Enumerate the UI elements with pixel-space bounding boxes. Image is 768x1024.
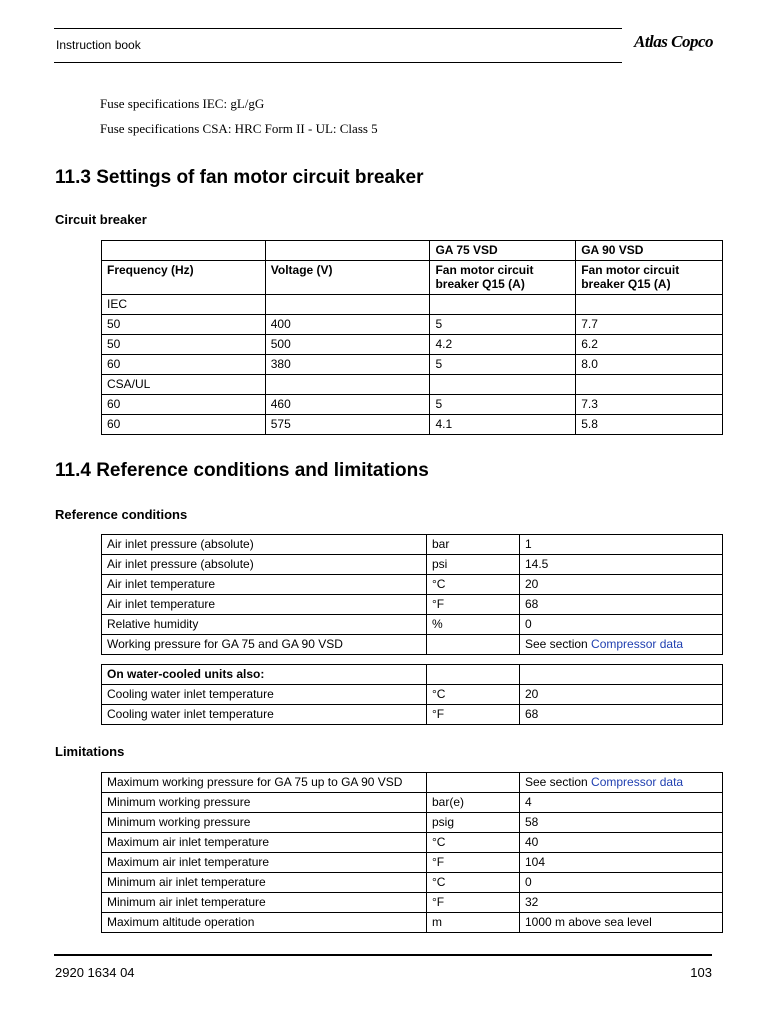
value-cell: See section Compressor data — [520, 773, 723, 793]
table-cell: 500 — [265, 335, 430, 355]
compressor-data-link[interactable]: Compressor data — [591, 637, 684, 651]
reference-conditions-subheading: Reference conditions — [55, 507, 188, 522]
table-row — [102, 813, 723, 833]
value-cell: 20 — [520, 685, 723, 705]
parameter-cell: Minimum working pressure — [102, 793, 427, 813]
parameter-cell: Air inlet pressure (absolute) — [102, 555, 427, 575]
table-cell: 4.1 — [430, 415, 576, 435]
table-cell — [576, 295, 723, 315]
parameter-cell: Air inlet temperature — [102, 575, 427, 595]
compressor-data-link[interactable]: Compressor data — [591, 775, 684, 789]
circuit-breaker-table — [101, 240, 723, 435]
table-row — [102, 893, 723, 913]
table-row — [102, 555, 723, 575]
table-cell: 5 — [430, 355, 576, 375]
table-row — [102, 793, 723, 813]
table-row — [102, 535, 723, 555]
table-row — [102, 315, 723, 335]
unit-cell — [427, 665, 520, 685]
table-cell: CSA/UL — [102, 375, 266, 395]
table-row — [102, 375, 723, 395]
page-number: 103 — [690, 965, 712, 980]
unit-cell: m — [427, 913, 520, 933]
value-cell: See section Compressor data — [520, 635, 723, 655]
parameter-cell: Air inlet temperature — [102, 595, 427, 615]
unit-cell: bar(e) — [427, 793, 520, 813]
value-cell: 40 — [520, 833, 723, 853]
unit-cell: °F — [427, 705, 520, 725]
table-row — [102, 705, 723, 725]
table-cell — [576, 375, 723, 395]
limitations-table — [101, 772, 723, 933]
unit-cell: % — [427, 615, 520, 635]
table-row — [102, 853, 723, 873]
value-cell: 20 — [520, 575, 723, 595]
value-cell: 104 — [520, 853, 723, 873]
parameter-cell: Maximum air inlet temperature — [102, 833, 427, 853]
table-cell: 380 — [265, 355, 430, 375]
table-cell: 5.8 — [576, 415, 723, 435]
table-cell: 575 — [265, 415, 430, 435]
value-cell: 68 — [520, 705, 723, 725]
table-row — [102, 615, 723, 635]
value-cell: 58 — [520, 813, 723, 833]
table-row — [102, 415, 723, 435]
table-header-row — [102, 665, 723, 685]
table-cell: 8.0 — [576, 355, 723, 375]
value-cell: 1 — [520, 535, 723, 555]
table-cell: 6.2 — [576, 335, 723, 355]
table-cell: 4.2 — [430, 335, 576, 355]
table-cell — [265, 375, 430, 395]
value-cell: 0 — [520, 615, 723, 635]
table-header-row — [102, 261, 723, 295]
unit-cell — [427, 773, 520, 793]
parameter-cell: Cooling water inlet temperature — [102, 685, 427, 705]
parameter-cell: Maximum altitude operation — [102, 913, 427, 933]
table-cell: 50 — [102, 335, 266, 355]
footer-rule — [54, 954, 712, 956]
table-row — [102, 773, 723, 793]
table-cell: 60 — [102, 395, 266, 415]
table-cell — [430, 375, 576, 395]
parameter-cell: Relative humidity — [102, 615, 427, 635]
table-row — [102, 833, 723, 853]
table-cell: 5 — [430, 315, 576, 335]
table-row — [102, 395, 723, 415]
section-11-4-heading: 11.4 Reference conditions and limitations — [55, 460, 429, 481]
circuit-breaker-subheading: Circuit breaker — [55, 212, 147, 227]
unit-cell — [427, 635, 520, 655]
table-cell — [265, 295, 430, 315]
header-rule-bottom — [54, 62, 622, 63]
unit-cell: °C — [427, 833, 520, 853]
table-cell: 400 — [265, 315, 430, 335]
header-rule-top — [54, 28, 622, 29]
unit-cell: psig — [427, 813, 520, 833]
parameter-cell: Air inlet pressure (absolute) — [102, 535, 427, 555]
table-row — [102, 595, 723, 615]
fuse-spec-iec: Fuse specifications IEC: gL/gG — [100, 96, 265, 111]
table-cell — [430, 295, 576, 315]
parameter-cell: Minimum air inlet temperature — [102, 893, 427, 913]
table-cell: 60 — [102, 415, 266, 435]
water-cooled-header: On water-cooled units also: — [102, 665, 427, 685]
table-cell: 460 — [265, 395, 430, 415]
unit-cell: °F — [427, 595, 520, 615]
column-header: Fan motor circuit breaker Q15 (A) — [430, 261, 576, 295]
value-cell: 68 — [520, 595, 723, 615]
value-cell: 1000 m above sea level — [520, 913, 723, 933]
table-row — [102, 575, 723, 595]
value-cell — [520, 665, 723, 685]
reference-conditions-table — [101, 534, 723, 655]
unit-cell: °C — [427, 575, 520, 595]
column-header: Voltage (V) — [265, 261, 430, 295]
table-row — [102, 355, 723, 375]
column-group-header: GA 75 VSD — [430, 241, 576, 261]
value-cell: 4 — [520, 793, 723, 813]
parameter-cell: Cooling water inlet temperature — [102, 705, 427, 725]
value-cell: 32 — [520, 893, 723, 913]
header-title: Instruction book — [56, 38, 141, 52]
table-cell: 50 — [102, 315, 266, 335]
parameter-cell: Maximum working pressure for GA 75 up to GA 90 VSD — [102, 773, 427, 793]
value-cell: 0 — [520, 873, 723, 893]
unit-cell: °C — [427, 685, 520, 705]
table-cell: 60 — [102, 355, 266, 375]
parameter-cell: Working pressure for GA 75 and GA 90 VSD — [102, 635, 427, 655]
table-cell: 5 — [430, 395, 576, 415]
column-group-header: GA 90 VSD — [576, 241, 723, 261]
table-cell: 7.7 — [576, 315, 723, 335]
unit-cell: °F — [427, 853, 520, 873]
limitations-subheading: Limitations — [55, 744, 125, 759]
value-cell: 14.5 — [520, 555, 723, 575]
parameter-cell: Minimum air inlet temperature — [102, 873, 427, 893]
table-row — [102, 913, 723, 933]
parameter-cell: Minimum working pressure — [102, 813, 427, 833]
table-row — [102, 685, 723, 705]
fuse-spec-csa: Fuse specifications CSA: HRC Form II - UL: Class 5 — [100, 121, 378, 136]
document-number: 2920 1634 04 — [55, 965, 135, 980]
section-11-3-heading: 11.3 Settings of fan motor circuit breaker — [55, 167, 424, 188]
table-row — [102, 635, 723, 655]
column-group-header — [265, 241, 430, 261]
unit-cell: °C — [427, 873, 520, 893]
unit-cell: psi — [427, 555, 520, 575]
atlas-copco-logo: Atlas Copco — [634, 32, 714, 51]
table-row — [102, 295, 723, 315]
unit-cell: bar — [427, 535, 520, 555]
column-header: Frequency (Hz) — [102, 261, 266, 295]
table-cell: 7.3 — [576, 395, 723, 415]
unit-cell: °F — [427, 893, 520, 913]
table-row — [102, 873, 723, 893]
water-cooled-table — [101, 664, 723, 725]
table-row — [102, 335, 723, 355]
table-header-row — [102, 241, 723, 261]
column-group-header — [102, 241, 266, 261]
table-cell: IEC — [102, 295, 266, 315]
parameter-cell: Maximum air inlet temperature — [102, 853, 427, 873]
column-header: Fan motor circuit breaker Q15 (A) — [576, 261, 723, 295]
